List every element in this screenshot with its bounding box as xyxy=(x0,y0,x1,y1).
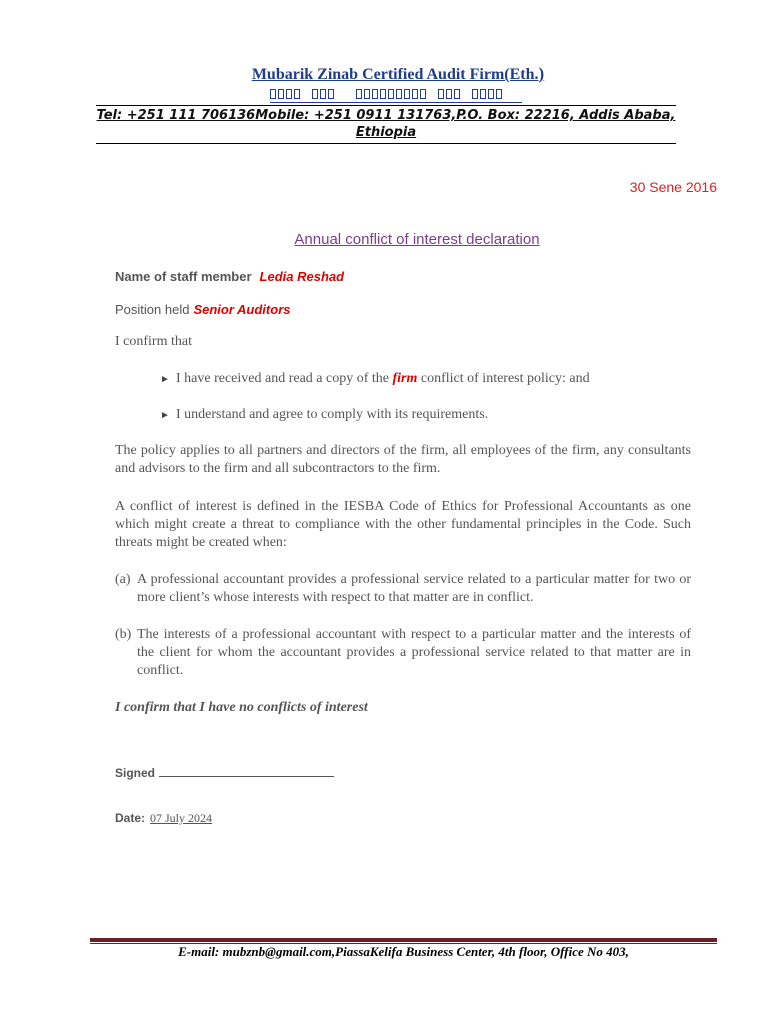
date-value: 07 July 2024 xyxy=(150,811,213,825)
bullet-text xyxy=(176,370,590,388)
glyph-box xyxy=(380,89,386,99)
contact-line: Tel: +251 111 706136Mobile: +251 0911 131763,P.O. Box: 22216, Addis Ababa, Ethiopia xyxy=(96,108,676,140)
condition-text: A professional accountant provides a professional service related to a particular matter for two or more client’s whose interests with respect to that matter are in conflict. xyxy=(137,572,691,605)
glyph-box xyxy=(446,89,452,99)
glyph-box xyxy=(388,89,394,99)
list-marker: (b) xyxy=(115,627,132,642)
bullet-item xyxy=(160,370,590,389)
firm-name-text: Mubarik Zinab Certified Audit Firm(Eth. xyxy=(251,66,539,83)
header-rule-top xyxy=(96,105,676,106)
firm-name xyxy=(0,64,768,84)
document-title: Annual conflict of interest declaration xyxy=(294,231,540,248)
bullet-suffix: conflict of interest policy: and xyxy=(420,371,590,386)
firm-emphasis: firm xyxy=(392,371,418,386)
glyph-box xyxy=(286,89,292,99)
glyph-box xyxy=(270,89,276,99)
signature-date-row xyxy=(115,811,212,826)
signature-line[interactable] xyxy=(159,764,334,777)
condition-item-b xyxy=(115,626,691,680)
glyph-box xyxy=(472,89,478,99)
glyph-box xyxy=(496,89,502,99)
footer-bar xyxy=(90,938,717,942)
position-value: Senior Auditors xyxy=(193,302,291,317)
bullet-prefix: I have received and read a copy of the xyxy=(176,371,389,386)
firm-name-local-script-glyphs xyxy=(270,87,502,101)
glyph-box xyxy=(396,89,402,99)
glyph-box xyxy=(404,89,410,99)
definition-paragraph: A conflict of interest is defined in the IESBA Code of Ethics for Professional Accountants as one which might create a threat to compliance with the other fundamental principles in the Code. Such threats might be created when: xyxy=(115,499,691,550)
glyph-box xyxy=(278,89,284,99)
triangle-bullet-icon: ► xyxy=(160,410,170,421)
glyph-box xyxy=(488,89,494,99)
position-row xyxy=(115,301,290,319)
signature-row xyxy=(115,764,334,780)
policy-scope-paragraph: The policy applies to all partners and directors of the firm, all employees of the firm, any consultants and advisors to the firm and all subcontractors to the firm. xyxy=(115,443,691,476)
condition-item-a xyxy=(115,571,691,607)
bullet-item xyxy=(160,406,488,425)
footer-contact: E-mail: mubznb@gmail.com,PiassaKelifa Business Center, 4th floor, Office No 403, xyxy=(178,944,629,959)
glyph-box xyxy=(372,89,378,99)
date-label: Date: xyxy=(115,811,146,825)
signed-label: Signed xyxy=(115,766,156,780)
condition-text: The interests of a professional accountant with respect to a particular matter and the interests of the client for whom the accountant provides a professional service related to that matter are in conflict. xyxy=(137,627,691,678)
confirm-intro: I confirm that xyxy=(115,334,192,349)
glyph-box xyxy=(438,89,444,99)
triangle-bullet-icon: ► xyxy=(160,374,170,385)
staff-name-value: Ledia Reshad xyxy=(259,269,345,284)
glyph-box xyxy=(364,89,370,99)
glyph-box xyxy=(320,89,326,99)
staff-name-row xyxy=(115,268,344,286)
glyph-box xyxy=(328,89,334,99)
letter-date: 30 Sene 2016 xyxy=(629,179,717,195)
header-rule-bottom xyxy=(96,143,676,144)
glyph-underline xyxy=(270,102,522,103)
glyph-box xyxy=(454,89,460,99)
list-marker: (a) xyxy=(115,572,131,587)
glyph-box xyxy=(312,89,318,99)
position-label: Position held xyxy=(115,302,190,317)
confirmation-statement: I confirm that I have no conflicts of interest xyxy=(115,700,368,715)
glyph-box xyxy=(356,89,362,99)
firm-name-paren: ) xyxy=(538,64,545,83)
glyph-box xyxy=(480,89,486,99)
glyph-box xyxy=(420,89,426,99)
glyph-box xyxy=(294,89,300,99)
staff-name-label: Name of staff member xyxy=(115,269,252,284)
glyph-box xyxy=(412,89,418,99)
bullet-text: I understand and agree to comply with its requirements. xyxy=(176,407,489,422)
